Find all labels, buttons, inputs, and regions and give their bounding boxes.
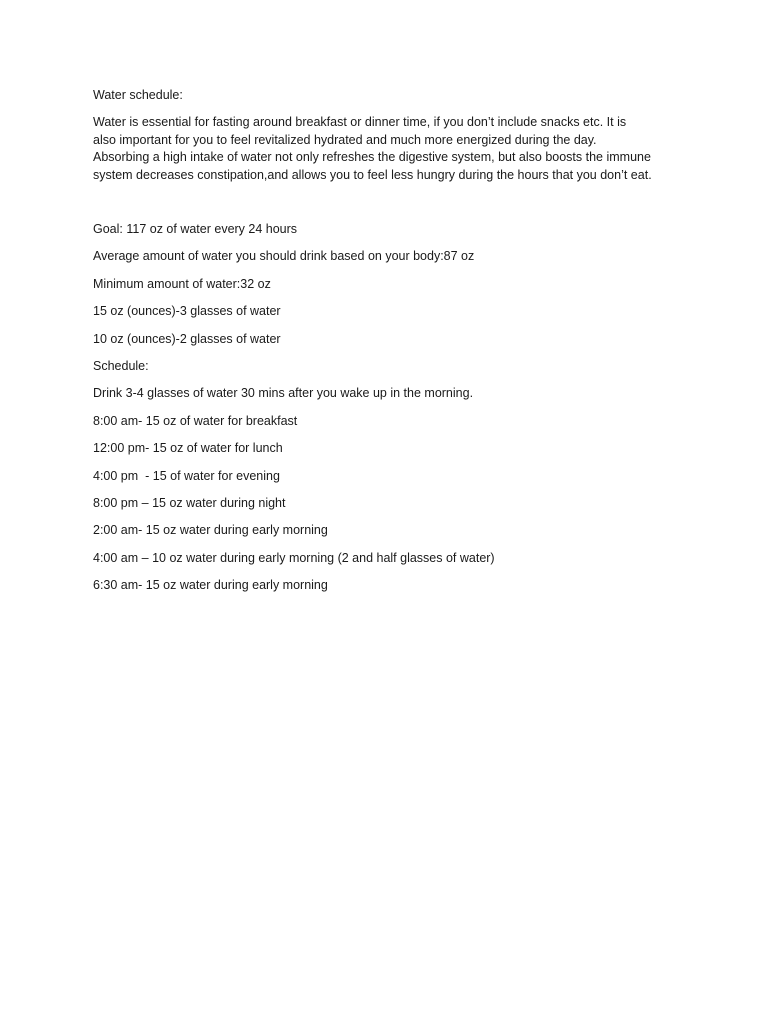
intro-line: Water is essential for fasting around breakfast or dinner time, if you don’t include snacks etc. It is (93, 115, 627, 129)
schedule-entry: 12:00 pm- 15 oz of water for lunch (93, 441, 283, 456)
schedule-entry: 8:00 pm – 15 oz water during night (93, 495, 286, 510)
goal-line: Goal: 117 oz of water every 24 hours (93, 222, 298, 236)
schedule-entry: 2:00 am- 15 oz water during early morning (93, 523, 328, 538)
schedule-entry: 8:00 am- 15 oz of water for breakfast (93, 413, 298, 428)
intro-paragraph (93, 114, 693, 184)
schedule-entry: 6:30 am- 15 oz water during early morning (93, 578, 328, 593)
schedule-entry: 4:00 pm - 15 of water for evening (93, 468, 280, 483)
document-page (93, 87, 693, 604)
schedule-entry: 4:00 am – 10 oz water during early morning (2 and half glasses of water) (93, 550, 495, 565)
conversion-line-15oz: 15 oz (ounces)-3 glasses of water (93, 304, 281, 319)
wake-up-instruction: Drink 3-4 glasses of water 30 mins after you wake up in the morning. (93, 386, 474, 401)
schedule-heading: Schedule: (93, 358, 149, 373)
intro-line: system decreases constipation,and allows you to feel less hungry during the hours that you don’t eat. (93, 167, 652, 182)
document-title: Water schedule: (93, 88, 183, 102)
minimum-amount-line: Minimum amount of water:32 oz (93, 276, 271, 291)
intro-line: Absorbing a high intake of water not only refreshes the digestive system, but also boosts the immune (93, 150, 651, 164)
conversion-line-10oz: 10 oz (ounces)-2 glasses of water (93, 331, 281, 346)
paragraph-gap (93, 184, 693, 221)
average-amount-line: Average amount of water you should drink based on your body:87 oz (93, 249, 475, 264)
intro-line: also important for you to feel revitalized hydrated and much more energized during the day. (93, 132, 597, 147)
schedule-lines (93, 221, 693, 594)
